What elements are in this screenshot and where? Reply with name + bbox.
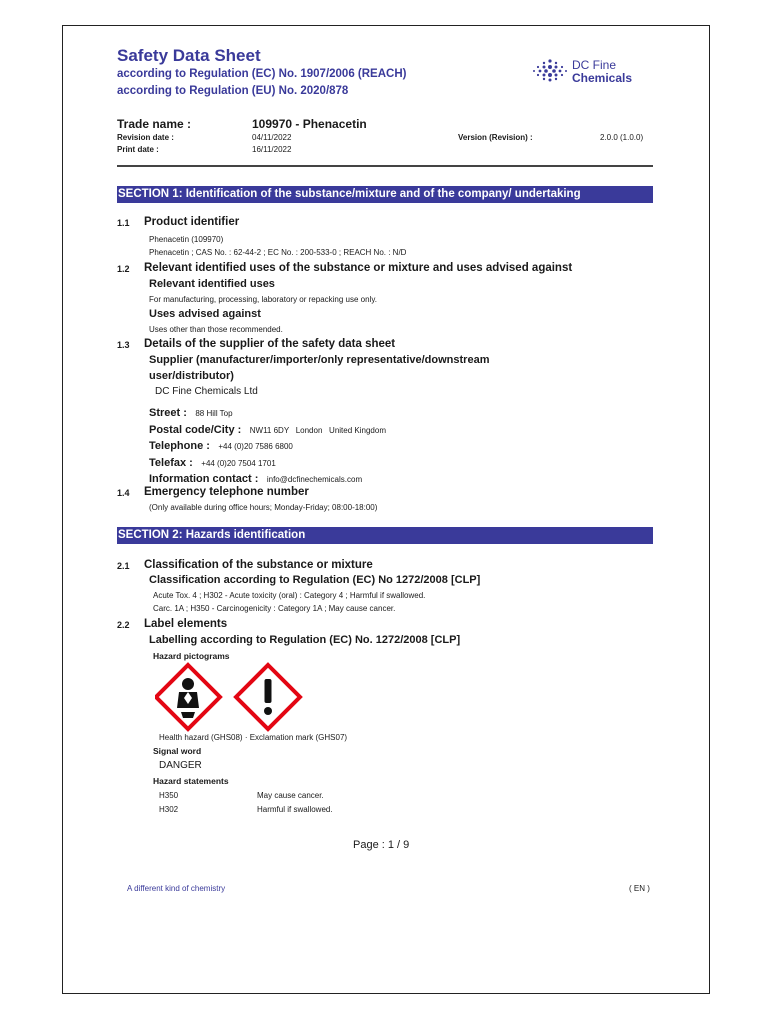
supplier-label-line-2: user/distributor) xyxy=(149,370,234,382)
telefax-value: +44 (0)20 7504 1701 xyxy=(201,459,276,468)
section-2-2-title: Label elements xyxy=(144,618,228,630)
classification-line-2: Carc. 1A ; H350 - Carcinogenicity : Category 1A ; May cause cancer. xyxy=(153,604,396,613)
telephone-row xyxy=(149,436,293,454)
document-title: Safety Data Sheet xyxy=(117,46,261,65)
supplier-label-line-1: Supplier (manufacturer/importer/only representative/downstream xyxy=(149,354,490,366)
information-contact-label: Information contact : xyxy=(149,473,259,485)
section-2-2-number: 2.2 xyxy=(117,620,130,630)
signal-word-value: DANGER xyxy=(159,760,202,771)
section-1-4-title: Emergency telephone number xyxy=(144,486,309,498)
logo-line-1: DC Fine xyxy=(572,58,617,72)
ghs07-exclamation-mark-icon xyxy=(236,665,300,729)
supplier-name: DC Fine Chemicals Ltd xyxy=(155,386,258,397)
emergency-hours-text: (Only available during office hours; Monday-Friday; 08:00-18:00) xyxy=(149,503,378,512)
section-1-1-number: 1.1 xyxy=(117,218,130,228)
product-identifier-line-2: Phenacetin ; CAS No. : 62-44-2 ; EC No. : 200-533-0 ; REACH No. : N/D xyxy=(149,248,407,257)
section-1-header: SECTION 1: Identification of the substance/mixture and of the company/ undertaking xyxy=(117,186,653,203)
telephone-label: Telephone : xyxy=(149,440,210,452)
product-identifier-line-1: Phenacetin (109970) xyxy=(149,235,224,244)
section-1-3-title: Details of the supplier of the safety data sheet xyxy=(144,338,396,350)
street-value: 88 Hill Top xyxy=(195,409,233,418)
section-1-2-title: Relevant identified uses of the substance or mixture and uses advised against xyxy=(144,262,573,274)
hazard-statement-text: Harmful if swallowed. xyxy=(257,805,333,814)
section-2-1-title: Classification of the substance or mixture xyxy=(144,559,373,571)
trade-name-label: Trade name : xyxy=(117,117,192,131)
hazard-pictograms-label: Hazard pictograms xyxy=(153,651,230,661)
regulation-subtitle-eu: according to Regulation (EU) No. 2020/878 xyxy=(117,85,349,97)
information-contact-row xyxy=(149,469,362,487)
page-number: Page : 1 / 9 xyxy=(353,839,410,851)
clp-labelling-heading: Labelling according to Regulation (EC) No. 1272/2008 [CLP] xyxy=(149,634,461,646)
relevant-uses-heading: Relevant identified uses xyxy=(149,278,275,290)
street-label: Street : xyxy=(149,407,187,419)
footer-tagline: A different kind of chemistry xyxy=(127,884,226,893)
print-date-value: 16/11/2022 xyxy=(252,145,292,154)
section-1-2-number: 1.2 xyxy=(117,264,130,274)
hazard-pictograms xyxy=(155,662,305,732)
clp-classification-heading: Classification according to Regulation (EC) No 1272/2008 [CLP] xyxy=(149,574,481,586)
ghs08-health-hazard-icon xyxy=(156,665,220,729)
pictograms-caption: Health hazard (GHS08) · Exclamation mark (GHS07) xyxy=(159,733,348,742)
logo-line-2: Chemicals xyxy=(572,71,633,85)
header-divider xyxy=(117,165,653,167)
postal-value: NW11 6DY London United Kingdom xyxy=(249,426,386,435)
section-2-1-number: 2.1 xyxy=(117,561,130,571)
section-1-1-title: Product identifier xyxy=(144,216,240,228)
footer-language: ( EN ) xyxy=(629,884,650,893)
regulation-subtitle-reach: according to Regulation (EC) No. 1907/2006 (REACH) xyxy=(117,68,407,80)
hazard-statement-code: H302 xyxy=(159,805,179,814)
hazard-statements-label: Hazard statements xyxy=(153,776,229,786)
version-label: Version (Revision) : xyxy=(458,133,533,142)
revision-date-label: Revision date : xyxy=(117,133,174,142)
print-date-label: Print date : xyxy=(117,145,159,154)
revision-date-value: 04/11/2022 xyxy=(252,133,292,142)
relevant-uses-text: For manufacturing, processing, laboratory or repacking use only. xyxy=(149,295,377,304)
information-contact-email[interactable]: info@dcfinechemicals.com xyxy=(266,475,363,484)
classification-line-1: Acute Tox. 4 ; H302 - Acute toxicity (oral) : Category 4 ; Harmful if swallowed. xyxy=(153,591,426,600)
telephone-value: +44 (0)20 7586 6800 xyxy=(218,442,293,451)
section-1-4-number: 1.4 xyxy=(117,488,130,498)
section-1-3-number: 1.3 xyxy=(117,340,130,350)
section-2-header: SECTION 2: Hazards identification xyxy=(117,527,653,544)
hazard-statement-code: H350 xyxy=(159,791,179,800)
telefax-label: Telefax : xyxy=(149,457,193,469)
hazard-statement-text: May cause cancer. xyxy=(257,791,324,800)
signal-word-label: Signal word xyxy=(153,746,202,756)
company-logo xyxy=(530,57,645,87)
dots-logo-icon xyxy=(530,57,570,87)
postal-label: Postal code/City : xyxy=(149,424,242,436)
uses-advised-against-heading: Uses advised against xyxy=(149,308,261,320)
uses-advised-against-text: Uses other than those recommended. xyxy=(149,325,283,334)
version-value: 2.0.0 (1.0.0) xyxy=(600,133,644,142)
trade-name-value: 109970 - Phenacetin xyxy=(252,117,367,131)
street-row xyxy=(149,403,233,421)
